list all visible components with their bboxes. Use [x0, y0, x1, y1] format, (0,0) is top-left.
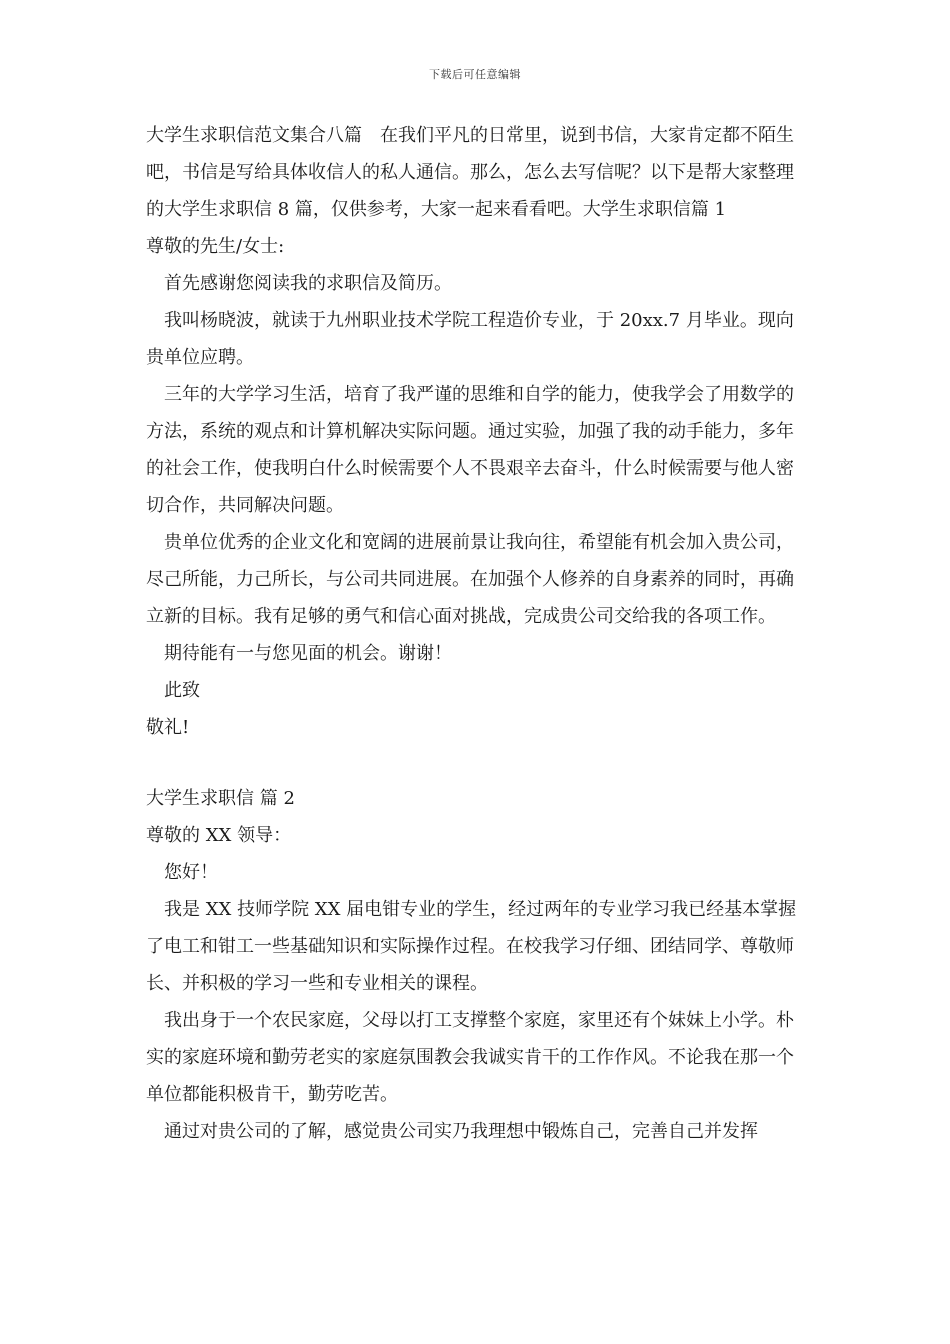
letter1-paragraph: 首先感谢您阅读我的求职信及简历。: [164, 273, 452, 294]
letter2-paragraph: 我出身于一个农民家庭，父母以打工支撑整个家庭，家里还有个妹妹上小学。朴实的家庭环境和勤劳老实的家庭氛围教会我诚实肯干的工作作风。不论我在那一个单位都能积极肯干，勤劳吃苦。: [146, 1010, 794, 1105]
letter2-greeting: 您好！: [164, 862, 218, 883]
letter2-title: 大学生求职信 篇 2: [146, 788, 295, 809]
letter1-paragraph: 贵单位优秀的企业文化和宽阔的进展前景让我向往，希望能有机会加入贵公司，尽己所能，力己所长，与公司共同进展。在加强个人修养的自身素养的同时，再确立新的目标。我有足够的勇气和信心面对挑战，完成贵公司交给我的各项工作。: [146, 532, 794, 627]
letter1-regards: 此致: [164, 680, 200, 701]
letter2-paragraph: 通过对贵公司的了解，感觉贵公司实乃我理想中锻炼自己，完善自己并发挥: [164, 1121, 758, 1142]
letter1-paragraph: 三年的大学学习生活，培育了我严谨的思维和自学的能力，使我学会了用数学的方法，系统的观点和计算机解决实际问题。通过实验，加强了我的动手能力，多年的社会工作，使我明白什么时候需要个人不畏艰辛去奋斗，什么时候需要与他人密切合作，共同解决问题。: [146, 384, 794, 516]
intro-paragraph: 大学生求职信范文集合八篇 在我们平凡的日常里，说到书信，大家肯定都不陌生吧，书信是写给具体收信人的私人通信。那么，怎么去写信呢？以下是帮大家整理的大学生求职信 8 篇，仅供参考，大家一起来看看吧。大学生求职信篇 1: [146, 125, 794, 220]
letter1-paragraph: 期待能有一与您见面的机会。谢谢！: [164, 643, 452, 664]
letter2-paragraph: 我是 XX 技师学院 XX 届电钳专业的学生，经过两年的专业学习我已经基本掌握了电工和钳工一些基础知识和实际操作过程。在校我学习仔细、团结同学、尊敬师长、并积极的学习一些和专业相关的课程。: [146, 899, 797, 994]
page-header: 下载后可任意编辑: [429, 68, 521, 81]
letter1-salutation: 尊敬的先生/女士:: [146, 236, 285, 257]
letter2-salutation: 尊敬的 XX 领导：: [146, 825, 292, 846]
letter1-paragraph: 我叫杨晓波，就读于九州职业技术学院工程造价专业，于 20xx.7 月毕业。现向贵单位应聘。: [146, 310, 794, 368]
letter1-closing: 敬礼!: [146, 717, 190, 738]
document-body: [146, 117, 810, 1150]
section-divider: [146, 746, 810, 780]
